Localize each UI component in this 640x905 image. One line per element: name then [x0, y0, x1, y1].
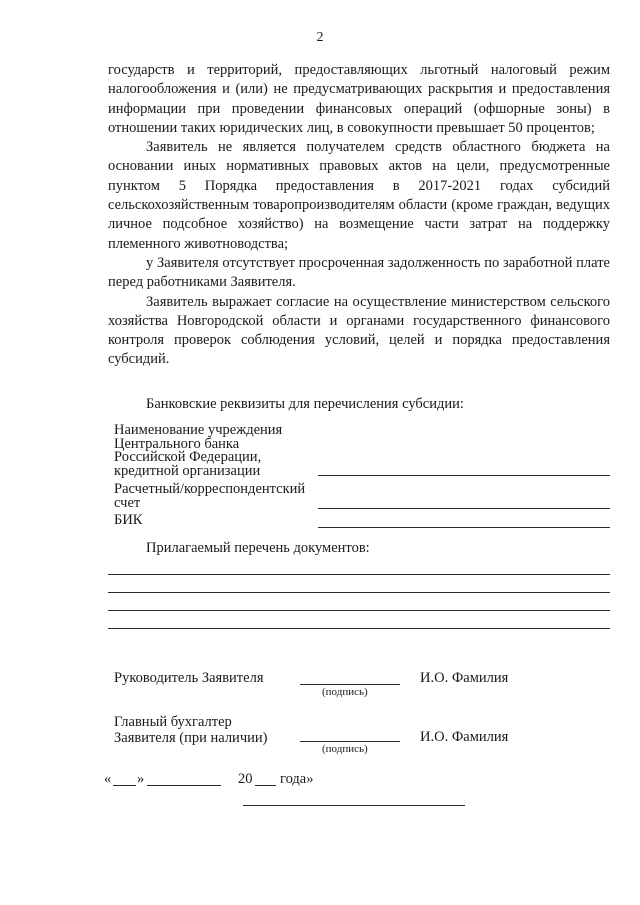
date-month-field[interactable] — [147, 785, 221, 786]
bank-institution-label: Наименование учреждения Центрального банка Российской Федерации, кредитной организации — [114, 422, 283, 479]
bik-field[interactable] — [318, 527, 610, 528]
head-name: И.О. Фамилия — [420, 670, 509, 686]
date-year-field[interactable] — [255, 785, 276, 786]
date-open-quote: « — [104, 771, 112, 787]
date-close-quote: » — [137, 771, 145, 787]
bik-label: БИК — [114, 512, 143, 528]
bank-details-heading: Банковские реквизиты для перечисления субсидии: — [146, 396, 464, 412]
paragraph-salary-debt: у Заявителя отсутствует просроченная задолженность по заработной плате перед работниками Заявителя. — [108, 254, 610, 291]
paragraph-consent: Заявитель выражает согласие на осуществление министерством сельского хозяйства Новгородской области и органами государственного финансового контроля проверок соблюдения условий, целей и порядка предоставления субсидий. — [108, 293, 610, 368]
date-year-prefix: 20 — [238, 771, 253, 787]
bank-institution-field[interactable] — [318, 475, 610, 476]
document-line[interactable] — [108, 592, 610, 593]
account-field[interactable] — [318, 508, 610, 509]
paragraph-offshore: государств и территорий, предоставляющих льготный налоговый режим налогообложения и (или) не предусматривающих раскрытия и предоставления информации при проведении финансовых операций (офшорные зоны) в отношении таких юридических лиц, в совокупности превышает 50 процентов; — [108, 62, 610, 136]
document-line[interactable] — [108, 628, 610, 629]
document-line[interactable] — [108, 610, 610, 611]
head-signature-caption: (подпись) — [322, 686, 368, 698]
documents-heading: Прилагаемый перечень документов: — [146, 540, 370, 556]
account-label: Расчетный/корреспондентский счет — [114, 481, 306, 511]
date-day-field[interactable] — [113, 785, 136, 786]
date-year-suffix: года» — [280, 771, 314, 787]
paragraph-budget: Заявитель не является получателем средств областного бюджета на основании иных нормативных правовых актов на цели, предусмотренные пунктом 5 Порядка предоставления в 2017-2021 годах субсидий сельскохозяйственным товаропроизводителям области (кроме граждан, ведущих личное подсобное хозяйство) на возмещение части затрат на поддержку племенного животноводства; — [108, 139, 610, 252]
page-number: 2 — [316, 30, 324, 45]
accountant-signature-caption: (подпись) — [322, 743, 368, 755]
stamp-line[interactable] — [243, 805, 465, 806]
document-line[interactable] — [108, 574, 610, 575]
head-label: Руководитель Заявителя — [114, 670, 264, 686]
head-signature-field[interactable] — [300, 684, 400, 685]
accountant-signature-field[interactable] — [300, 741, 400, 742]
accountant-label: Главный бухгалтер Заявителя (при наличии) — [114, 714, 268, 746]
body-text — [108, 61, 610, 370]
accountant-name: И.О. Фамилия — [420, 729, 509, 745]
